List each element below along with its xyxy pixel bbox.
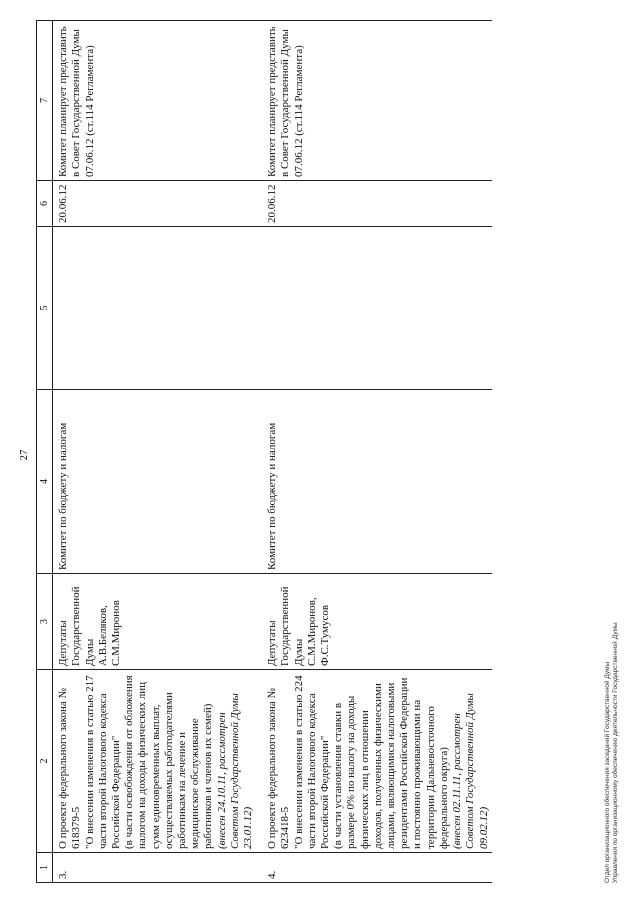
bill-authors: Депутаты Государственной Думы С.М.Миронов, Ф.С.Тумусов (256, 574, 491, 670)
row-number: 4. (256, 853, 491, 883)
bill-note: (внесен 24.10.11, рассмотрен Советом Государственной Думы 23.01.12) (215, 693, 255, 849)
bills-table (36, 20, 492, 883)
footer-line-1: Отдел организационного обеспечения заседаний Государственной Думы (604, 661, 611, 883)
bill-description (53, 670, 257, 853)
footer-note (604, 622, 620, 883)
column-header-3: 3 (37, 574, 53, 670)
responsible-committee: Комитет по бюджету и налогам (53, 390, 257, 574)
column-header-2: 2 (37, 670, 53, 853)
page-number: 27 (18, 449, 30, 461)
column-header-5: 5 (37, 227, 53, 390)
table-row (256, 21, 491, 883)
row-number: 3. (53, 853, 257, 883)
column-header-1: 1 (37, 853, 53, 883)
bill-title: О проекте федерального закона № 623418-5 (266, 688, 292, 849)
column-header-6: 6 (37, 181, 53, 227)
deadline-date: 20.06.12 (53, 181, 257, 227)
bill-title: О проекте федерального закона № 618379-5 (57, 688, 83, 849)
table-row (53, 21, 257, 883)
responsible-committee: Комитет по бюджету и налогам (256, 390, 491, 574)
bill-detail: (в части освобождения от обложения налогом на доходы физических лиц сумм единовременных выплат, осуществляемых работодателями работникам на лечение и медицинское обслуживание работников и членов их семей) (123, 675, 215, 849)
bill-authors: Депутаты Государственной Думы А.В.Беляков, С.М.Миронов (53, 574, 257, 670)
column-5-cell (256, 227, 491, 390)
column-header-7: 7 (37, 21, 53, 181)
deadline-date: 20.06.12 (256, 181, 491, 227)
column-5-cell (53, 227, 257, 390)
column-header-4: 4 (37, 390, 53, 574)
bill-name: "О внесении изменения в статью 224 части второй Налогового кодекса Российской Федерации" (292, 675, 332, 849)
bill-status: Комитет планирует представить в Совет Государственной Думы 07.06.12 (ст.114 Регламента) (53, 21, 257, 181)
footer-line-2: Управления по организационному обеспечению деятельности Государственной Думы (612, 622, 619, 883)
bill-status: Комитет планирует представить в Совет Государственной Думы 07.06.12 (ст.114 Регламента) (256, 21, 491, 181)
bill-detail: (в части установления ставки в размере 0% по налогу на доходы физических лиц в отношении доходов, полученных физическими лицами, являющимися налоговыми резидентами Российской Федерации и постоянно проживающими на территории Дальневосточного федерального округа) (332, 677, 450, 849)
bill-description (256, 670, 491, 853)
bill-note: (внесен 02.11.11, рассмотрен Советом Государственной Думы 09.02.12) (451, 693, 490, 849)
header-row (37, 21, 53, 883)
bill-name: "О внесении изменения в статью 217 части второй Налогового кодекса Российской Федерации" (83, 675, 123, 849)
